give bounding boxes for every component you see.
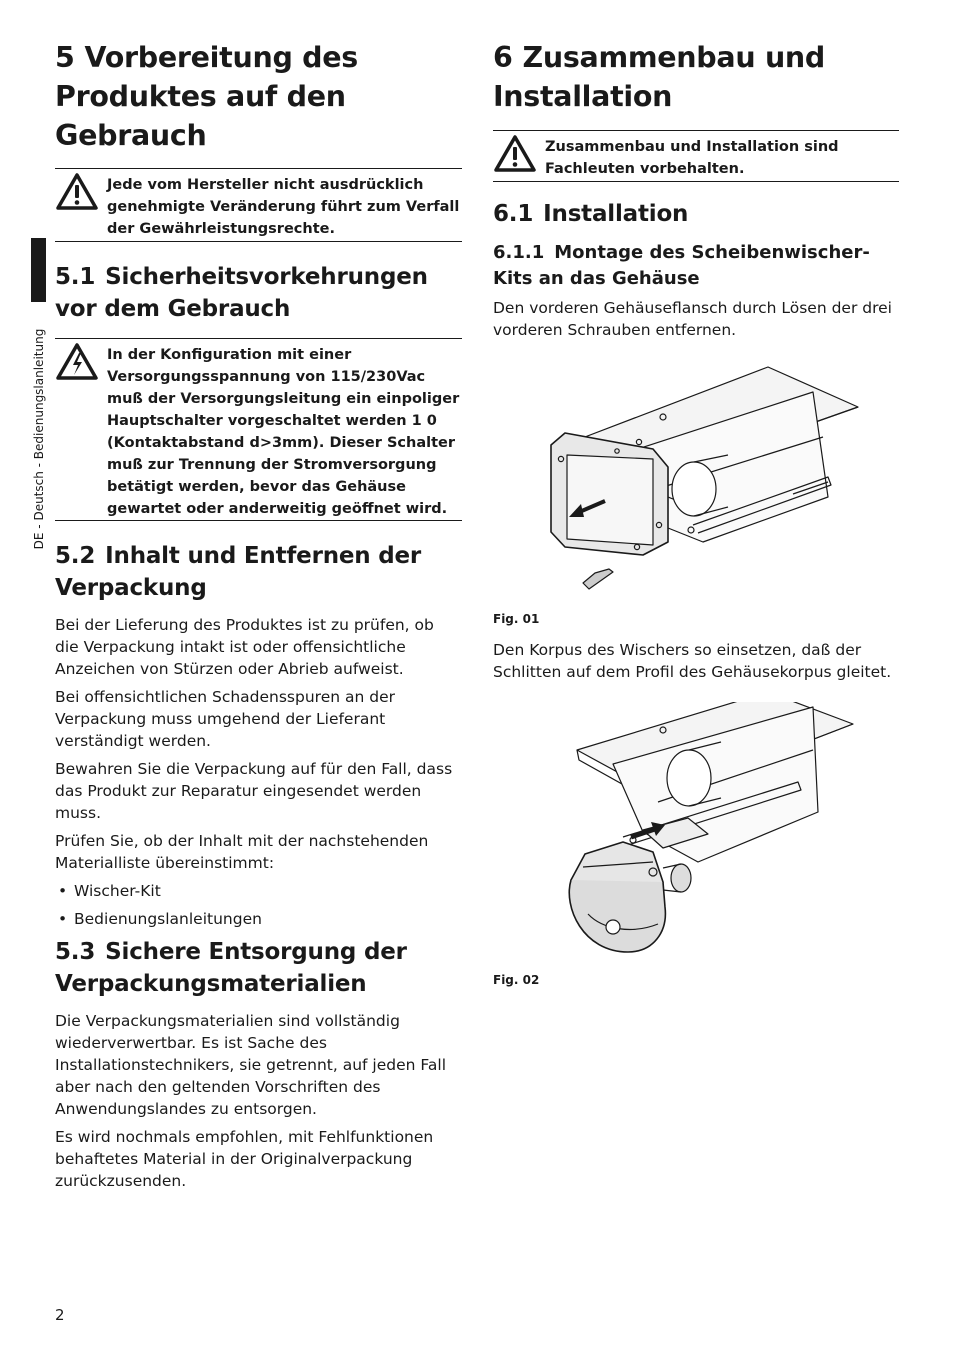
section-number: 6.1.1 [493, 242, 545, 263]
warning-box [493, 130, 899, 182]
section-title: Vorbereitung des Produktes auf den Gebrauch [55, 41, 358, 152]
right-column [493, 38, 899, 988]
section-5-3-heading [55, 936, 462, 1000]
housing-flange-removal-figure [493, 347, 899, 603]
section-title: Zusammenbau und Installation [493, 41, 826, 113]
warning-box [55, 168, 462, 242]
sidebar-marker [31, 238, 46, 302]
section-number: 5.2 [55, 543, 96, 569]
paragraph: Die Verpackungsmaterialien sind vollständig wiederverwertbar. Es ist Sache des Installationstechnikers, sie getrennt, auf jeden Fall aber nach den geltenden Vorschriften des Anwendungslandes zu entsorgen. [55, 1012, 446, 1118]
warning-text: Jede vom Hersteller nicht ausdrücklich genehmigte Veränderung führt zum Verfall der Gewährleistungsrechte. [107, 177, 460, 237]
wiper-insertion-figure [493, 702, 899, 964]
paragraph: Prüfen Sie, ob der Inhalt mit der nachstehenden Materialliste übereinstimmt: [55, 832, 429, 872]
section-6-1-1-heading [493, 240, 899, 292]
paragraph: Den Korpus des Wischers so einsetzen, daß der Schlitten auf dem Profil des Gehäusekorpus gleitet. [493, 641, 892, 681]
paragraph: Es wird nochmals empfohlen, mit Fehlfunktionen behaftetes Material in der Originalverpackung zurückzusenden. [55, 1128, 434, 1190]
section-number: 5 [55, 41, 75, 74]
section-title: Installation [543, 201, 689, 227]
section-title: Inhalt und Entfernen der Verpackung [55, 543, 422, 601]
warning-triangle-icon [493, 134, 537, 174]
section-title: Sichere Entsorgung der Verpackungsmaterialien [55, 939, 407, 997]
figure-caption: Fig. 01 [493, 612, 540, 626]
list-item: • Bedienungslanleitungen [55, 908, 462, 930]
warning-text: Zusammenbau und Installation sind Fachleuten vorbehalten. [545, 139, 839, 177]
section-title: Montage des Scheibenwischer-Kits an das Gehäuse [493, 242, 870, 289]
figure-caption: Fig. 02 [493, 973, 540, 987]
section-5-1-heading [55, 261, 462, 325]
paragraph: Bei der Lieferung des Produktes ist zu prüfen, ob die Verpackung intakt ist oder offensichtliche Anzeichen von Stürzen oder Abrieb aufweist. [55, 616, 434, 678]
section-6-heading [493, 38, 899, 116]
paragraph: Bei offensichtlichen Schadensspuren an der Verpackung muss umgehend der Lieferant verständigt werden. [55, 688, 395, 750]
section-5-2-heading [55, 540, 462, 604]
warning-text: In der Konfiguration mit einer Versorgungsspannung von 115/230Vac muß der Versorgungsleitung ein einpoliger Hauptschalter vorgeschaltet werden 1 0 (Kontaktabstand d>3mm). Dieser Schalter muß zur Trennung der Stromversorgung betätigt werden, bevor das Gehäuse gewartet oder anderweitig geöffnet wird. [107, 347, 460, 517]
section-title: Sicherheitsvorkehrungen vor dem Gebrauch [55, 264, 428, 322]
section-6-1-heading [493, 198, 899, 230]
high-voltage-icon [55, 342, 99, 382]
sidebar-label: DE - Deutsch - Bedienungslanleitung [32, 328, 46, 550]
contents-list [55, 880, 462, 930]
left-column [55, 38, 462, 1198]
paragraph: Den vorderen Gehäuseflansch durch Lösen der drei vorderen Schrauben entfernen. [493, 299, 892, 339]
section-number: 6.1 [493, 201, 534, 227]
section-number: 5.1 [55, 264, 96, 290]
section-number: 5.3 [55, 939, 96, 965]
electrical-warning-box [55, 338, 462, 521]
paragraph: Bewahren Sie die Verpackung auf für den Fall, dass das Produkt zur Reparatur eingesendet werden muss. [55, 760, 453, 822]
list-item: • Wischer-Kit [55, 880, 462, 902]
page-number: 2 [55, 1306, 65, 1324]
warning-triangle-icon [55, 172, 99, 212]
section-number: 6 [493, 41, 513, 74]
section-5-heading [55, 38, 462, 155]
